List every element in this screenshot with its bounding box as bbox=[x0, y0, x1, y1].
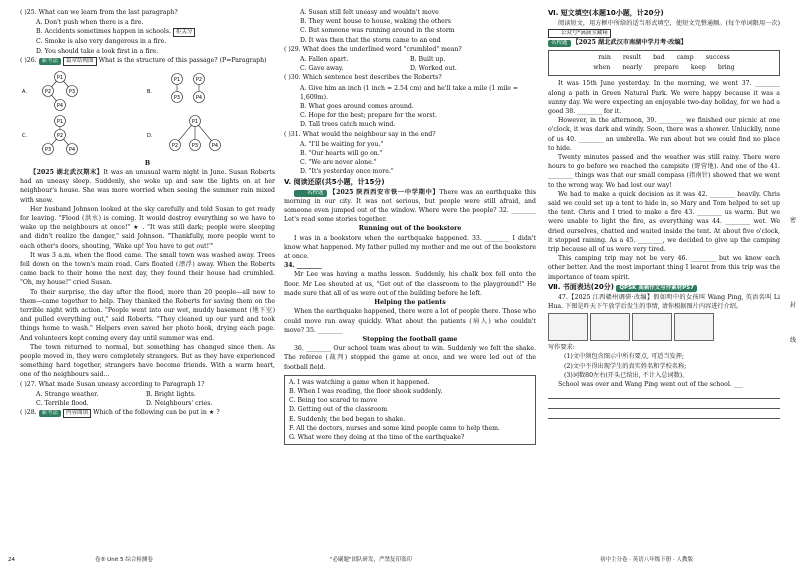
q30-option-d: D. Tall trees catch much wind. bbox=[300, 121, 396, 129]
q31-option-b: B. "Our hearts will go on." bbox=[300, 150, 383, 158]
footer-left: 卷⑤ Unit 5 综合检测卷 bbox=[95, 557, 153, 563]
q28-option-b: B. They went house to house, waking the others bbox=[300, 18, 451, 26]
q25-option-c: C. Smoke is also very dangerous in a fire. bbox=[36, 38, 167, 46]
diagram-node-label: P2 bbox=[171, 142, 179, 149]
q28-option-d: D. It was then that the storm came to an end bbox=[300, 36, 441, 44]
requirement: (1)文中须包含图示中所有要点, 可适当发挥; bbox=[564, 353, 684, 361]
q26-answer-mark: B bbox=[144, 159, 151, 167]
diagram-node-label: P1 bbox=[191, 118, 199, 125]
diagram-node-label: P4 bbox=[195, 94, 203, 101]
footer-mid: "必刷题"团队研发，严禁复印盗印 bbox=[330, 557, 413, 563]
diagram-option-label: B. bbox=[147, 88, 153, 95]
writing-line[interactable] bbox=[548, 409, 780, 419]
tree-diagram-svg bbox=[20, 67, 270, 159]
story-pictures bbox=[548, 313, 780, 341]
q31-option-c: C. "We are never alone." bbox=[300, 159, 377, 167]
blank-34: 34. ________ bbox=[284, 262, 322, 270]
seal-mark: 密 bbox=[789, 217, 796, 224]
diagram-option-label: C. bbox=[22, 132, 28, 139]
diagram-node-label: P3 bbox=[44, 146, 52, 153]
q25-option-a: A. Don't push when there is a fire. bbox=[36, 19, 144, 27]
passage-para-2: Her husband Johnson looked at the sky carefully and told Susan to get ready for leaving. "Flood (洪水) is coming. It would destroy everything so we have to wake up the neighbours at once!" ★ . "It was still dark; people were sleeping and didn't realize the danger," said Johnson. "Thankfully, more people went to each other's doors, shouting, 'Wake up! You have to get out!'" bbox=[20, 205, 275, 250]
famous-school-tag: 名校题 bbox=[548, 40, 571, 47]
requirement: (3)词数80左右(开头已给出, 不计入总词数)。 bbox=[564, 371, 689, 379]
structure-diagrams bbox=[20, 67, 275, 159]
material-badge: QPSK 高频作文写作素材P57 bbox=[616, 285, 697, 292]
box-option: B. When I was reading, the floor shook suddenly. bbox=[289, 387, 443, 395]
heading-bookstore: Running out of the bookstore bbox=[358, 225, 462, 233]
q30-option-c: C. Hope for the best; prepare for the worst. bbox=[300, 112, 437, 120]
question-28: ( )28. 新考法 内容图填 Which of the following can be put in ★ ? bbox=[20, 409, 220, 417]
word-box bbox=[548, 50, 780, 76]
column-1 bbox=[20, 8, 275, 419]
story-picture bbox=[674, 313, 714, 341]
q27-options-row-1: A. Strange weather. B. Bright lights. bbox=[36, 390, 196, 398]
cloze-para-3: Twenty minutes passed and the weather was still rainy. There were hours to go before we reached the campsite (野营地). And one of the 41. ________ things was that our small compass (指南针) showed that we went to the wrong way. We had lost our way! bbox=[548, 154, 780, 189]
diagram-node-label: P4 bbox=[56, 102, 64, 109]
story-picture bbox=[632, 313, 672, 341]
diagram-node-label: P1 bbox=[173, 76, 181, 83]
diagram-node-label: P3 bbox=[191, 142, 199, 149]
section-5-title: V. 阅读还原(共5小题，计15分) bbox=[284, 177, 385, 186]
q30-option-b: B. What goes around comes around. bbox=[300, 103, 414, 111]
new-method-tag: 新考法 bbox=[39, 410, 62, 417]
box-option: F. All the doctors, nurses and some kind people came to help them. bbox=[289, 424, 500, 432]
structure-tag: 篇章结构图 bbox=[63, 57, 97, 66]
section-7-title: Ⅶ. 书面表达(20分) QPSK 高频作文写作素材P57 bbox=[548, 282, 780, 293]
essay-start: School was over and Wang Ping went out of the school. ___ bbox=[558, 381, 744, 389]
question-25: ( )25. What can we learn from the last paragraph? bbox=[20, 9, 178, 16]
q31-option-d: D. "It's yesterday once more." bbox=[300, 168, 394, 176]
diagram-node-label: P4 bbox=[211, 142, 219, 149]
question-26: ( )26. 新考法 篇章结构图 What is the structure of this passage? (P=Paragraph) bbox=[20, 56, 267, 64]
diagram-node-label: P1 bbox=[56, 74, 64, 81]
cloze-para-1: It was 15th June yesterday. In the morning, we went 37. ________ along a path in Green Natural Park. We were happy because it was a sunny day. We were expecting an enjoyable two-day holiday, for we had a good 38. ________ for it. bbox=[548, 80, 780, 116]
story-football: 36. ________ Our school team was about to win. Suddenly we felt the shake. The referee (裁判) stopped the game at once, and we were led out of the football field. bbox=[284, 345, 536, 371]
story-picture bbox=[590, 313, 630, 341]
word-row-2: when nearly prepare keep bring bbox=[593, 64, 735, 72]
story-classroom: Mr Lee was having a maths lesson. Suddenly, his chalk box fell onto the floor. Mr Lee shouted at us, "Get out of the classroom to the playground!" He made sure that all of us were out of the building before he left. bbox=[284, 271, 536, 297]
question-31: ( )31. What would the neighbour say in the end? bbox=[284, 130, 436, 138]
passage-para-5: The town returned to normal, but something has changed since then. As people moved in, they were completely strangers. But as they have experienced something hard together, strangers have become friends. With a warm heart, one of the neighbours said... bbox=[20, 343, 275, 379]
q27-options-row-2: C. Terrible flood. D. Neighbours' cries. bbox=[36, 400, 213, 408]
stamp-badge: 拒关分 bbox=[173, 28, 196, 37]
writing-line[interactable] bbox=[548, 389, 780, 399]
passage-para-1: 【2025 湖北武汉期末】It was an unusual warm night in June. Susan Roberts had an uneasy sleep. Suddenly, she woke up and saw the lights on at her neighbour's house. She was more worried when seeing the summer rain mixed with snow. bbox=[20, 169, 276, 204]
section-6-instructions: 阅读短文，用方框中所给的适当形式填空，使短文完整通顺。(每个单词限用一次) 公众号*滴滴宝藏箱 bbox=[548, 19, 780, 38]
question-29: ( )29. What does the underlined word "crumbled" mean? bbox=[284, 45, 462, 53]
section-5-intro: 名校题 【2025 陕西西安市铁一中学期中】There was an earthquake this morning in our city. It was not serious, but people were still afraid, and someone even jumped out of the window. Where were the people? 32. ________ Let's read some stories together. bbox=[284, 188, 537, 224]
question-27: ( )27. What made Susan uneasy according to Paragraph 1? bbox=[20, 380, 205, 388]
story-patients: When the earthquake happened, there were a lot of people there. Those who could move ran away quickly. What about the patients (病人) who couldn't move? 35. ________ bbox=[284, 308, 536, 334]
writing-line[interactable] bbox=[548, 399, 780, 409]
word-row-1: rain result bad camp success bbox=[598, 54, 730, 62]
cloze-para-4: We had to make a quick decision as it was 42. ________ heavily. Chris said we could set up a tent to hide in, so Mary and Tom helped to set up the tent. Chris and I tried to make a fire 43. ________ us warm. But we were unable to light the fire, as everything was 44. ________ wet. We dried ourselves, chatted and waited inside the tent. At about five o'clock, it stopped raining. As a 45. ________, we decided to give up the camping trip because all of us were very tired. bbox=[548, 190, 780, 254]
diagram-option-label: D. bbox=[147, 132, 153, 139]
q25-option-d: D. You should take a look first in a fire. bbox=[36, 47, 159, 55]
q30-option-a: A. Give him an inch (1 inch = 2.54 cm) and he'll take a mile (1 mile ≈ 1,609m). bbox=[300, 84, 519, 101]
requirement: (2)文中不得出现学生的真实姓名和学校名称; bbox=[564, 362, 687, 370]
q29-options-row-1: A. Fallen apart. B. Built up. bbox=[300, 56, 446, 64]
q28-option-c: C. But someone was running around in the storm bbox=[300, 27, 455, 35]
options-box bbox=[284, 375, 536, 445]
diagram-node-label: P3 bbox=[68, 88, 76, 95]
diagram-node-label: P2 bbox=[195, 76, 203, 83]
diagram-option-label: A. bbox=[22, 88, 27, 95]
diagram-node-label: P4 bbox=[68, 146, 76, 153]
seal-mark: 线 bbox=[789, 337, 796, 344]
q28-option-a: A. Susan still felt uneasy and wouldn't move bbox=[300, 9, 439, 16]
box-option: G. What were they doing at the time of the earthquake? bbox=[289, 433, 465, 441]
box-option: D. Getting out of the classroom bbox=[289, 406, 388, 414]
diagram-node-label: P2 bbox=[56, 132, 64, 139]
q29-options-row-2: C. Gave away. D. Worked out. bbox=[300, 65, 457, 73]
q31-option-a: A. "I'll be waiting for you." bbox=[300, 140, 384, 148]
story-bookstore: I was in a bookstore when the earthquake happened. 33. ________ I didn't know what happened. My father pulled my mother and me out of the bookstore at once. bbox=[284, 234, 536, 261]
new-method-tag: 新考法 bbox=[39, 58, 62, 65]
watermark-stamp: 公众号*滴滴宝藏箱 bbox=[548, 29, 611, 38]
diagram-node-label: P1 bbox=[56, 118, 64, 125]
column-2 bbox=[284, 8, 536, 448]
box-option: A. I was watching a game when it happened. bbox=[289, 378, 430, 386]
heading-patients: Helping the patients bbox=[374, 299, 446, 307]
story-picture bbox=[548, 313, 588, 341]
q25-option-b: B. Accidents sometimes happen in schools. 拒关分 bbox=[20, 27, 275, 37]
passage-para-4: To their surprise, the day after the flood, more than 20 people—all new to them—came together to help. They thanked the Roberts for saving them on the terrible night with action. "People went into our wet, muddy basement (地下室) and pulled everything out," said Roberts. "They cleaned up our yard and took things home to wash." Helpers even saved her photo book, drying each page. And volunteers kept coming every day until summer was end. bbox=[20, 288, 275, 342]
column-3 bbox=[548, 8, 780, 419]
footer-right: 初中主分卷 · 英语八年级下册 · 人教版 bbox=[600, 557, 693, 563]
question-47: 47.【2025 江西赣州调研·改编】假如明中的女孩叫 Wang Ping, 英语名叫 Li Hua. 下图是昨天下午放学后发生的事情, 请你根据图片内容进行介绍。 bbox=[548, 293, 780, 311]
content-tag: 内容图填 bbox=[63, 409, 91, 418]
passage-para-3: It was 3 a.m. when the flood came. The small town was washed away. Trees fell down on the town's main road. Cars floated (漂浮) away. When the Roberts came back to their home the next day, they found their house had crumbled. "Oh, my house!" cried Susan. bbox=[20, 251, 275, 287]
heading-football: Stopping the football game bbox=[362, 335, 458, 343]
diagram-node-label: P2 bbox=[44, 88, 52, 95]
box-option: E. Suddenly, the bed began to shake. bbox=[289, 415, 406, 423]
question-30: ( )30. Which sentence best describes the Roberts? bbox=[284, 74, 442, 82]
famous-school-tag: 名校题 bbox=[294, 190, 327, 197]
diagram-node-label: P3 bbox=[173, 94, 181, 101]
page-number: 24 bbox=[8, 557, 15, 563]
seal-mark: 封 bbox=[789, 302, 796, 309]
section-6-source: 名校题 【2025 湖北武汉市南湖中学月考·改编】 bbox=[548, 38, 780, 47]
cloze-para-2: However, in the afternoon, 39. ________ we finished our picnic at one o'clock, it was dark and windy. Soon, there was a shower. Unluckily, none of us 40. ________ an umbrella. We ran about but we could find no place to hide. bbox=[548, 117, 780, 152]
section-6-title: Ⅵ. 短文填空(本题10小题，计20分) bbox=[548, 9, 664, 17]
cloze-para-5: This camping trip may not be very 46. ________ but we know each other better. And the most important thing I learnt from this trip was the importance of team spirit. bbox=[548, 255, 780, 281]
requirements-head: 写作要求: bbox=[548, 344, 575, 352]
box-option: C. Being too scared to move bbox=[289, 397, 378, 405]
